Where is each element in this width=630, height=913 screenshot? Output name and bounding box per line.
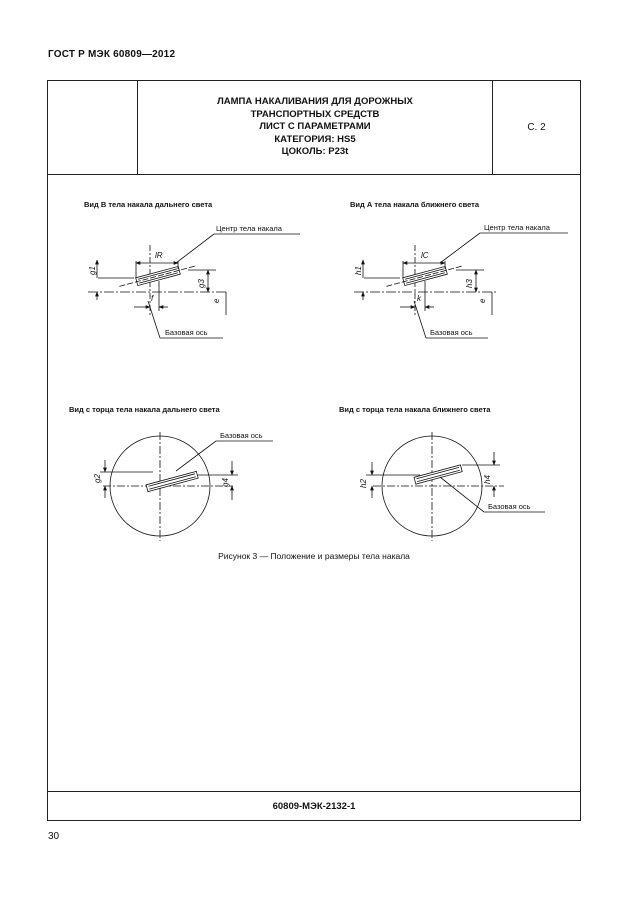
- dim-g2-label: g2: [93, 474, 102, 483]
- title-block: [48, 81, 580, 175]
- title-line-5: ЦОКОЛЬ: P23t: [281, 146, 349, 158]
- dim-length-label: lR: [155, 251, 163, 260]
- dim-e-label: e: [478, 298, 487, 303]
- dim-h4-label: h4: [483, 475, 492, 484]
- dim-e-label: e: [212, 298, 221, 303]
- dim-length-label: lC: [421, 251, 429, 260]
- callout-reference-axis: Базовая ось: [165, 328, 208, 337]
- filament-body: [118, 262, 197, 290]
- callout-reference-axis: Базовая ось: [488, 502, 531, 511]
- title-block-left-cell: [48, 81, 138, 174]
- dim-h1-label: h1: [354, 266, 363, 275]
- title-line-1: ЛАМПА НАКАЛИВАНИЯ ДЛЯ ДОРОЖНЫХ: [217, 96, 413, 108]
- figure-end-view-low: [339, 405, 545, 541]
- figure-end-view-high-title: Вид с торца тела накала дальнего света: [69, 405, 220, 414]
- end-view-filament: [414, 465, 462, 484]
- sheet-number: С. 2: [527, 122, 546, 133]
- callout-reference-axis: Базовая ось: [220, 431, 263, 440]
- footer-code: 60809-МЭК-2132-1: [48, 791, 580, 820]
- title-line-3: ЛИСТ С ПАРАМЕТРАМИ: [259, 121, 371, 133]
- end-view-filament: [146, 471, 198, 491]
- figure-view-b-title: Вид В тела накала дальнего света: [84, 200, 213, 209]
- dim-g3-label: g3: [197, 279, 206, 288]
- title-block-text: [138, 81, 493, 174]
- callout-filament-center: Центр тела накала: [216, 224, 282, 233]
- filament-figures: [48, 175, 580, 815]
- standard-header: ГОСТ Р МЭК 60809—2012: [48, 49, 176, 60]
- callout-filament-center: Центр тела накала: [484, 223, 550, 232]
- title-line-4: КАТЕГОРИЯ: HS5: [274, 133, 356, 145]
- dim-k-label: k: [417, 294, 421, 303]
- dim-g4-label: g4: [221, 478, 230, 487]
- figure-view-a: [350, 200, 568, 338]
- callout-reference-axis: Базовая ось: [430, 328, 473, 337]
- dim-g1-label: g1: [88, 266, 97, 275]
- page-number: 30: [48, 831, 60, 842]
- figure-caption: Рисунок 3 — Положение и размеры тела накала: [218, 551, 410, 561]
- figure-view-b: [84, 200, 300, 338]
- dim-f-label: f: [151, 294, 154, 303]
- figure-view-a-title: Вид А тела накала ближнего света: [350, 200, 480, 209]
- dim-h3-label: h3: [465, 279, 474, 288]
- figure-end-view-low-title: Вид с торца тела накала ближнего света: [339, 405, 491, 414]
- sheet-frame: [47, 80, 581, 821]
- title-line-2: ТРАНСПОРТНЫХ СРЕДСТВ: [250, 108, 380, 120]
- figure-end-view-high: [69, 405, 273, 541]
- dim-h2-label: h2: [359, 479, 368, 488]
